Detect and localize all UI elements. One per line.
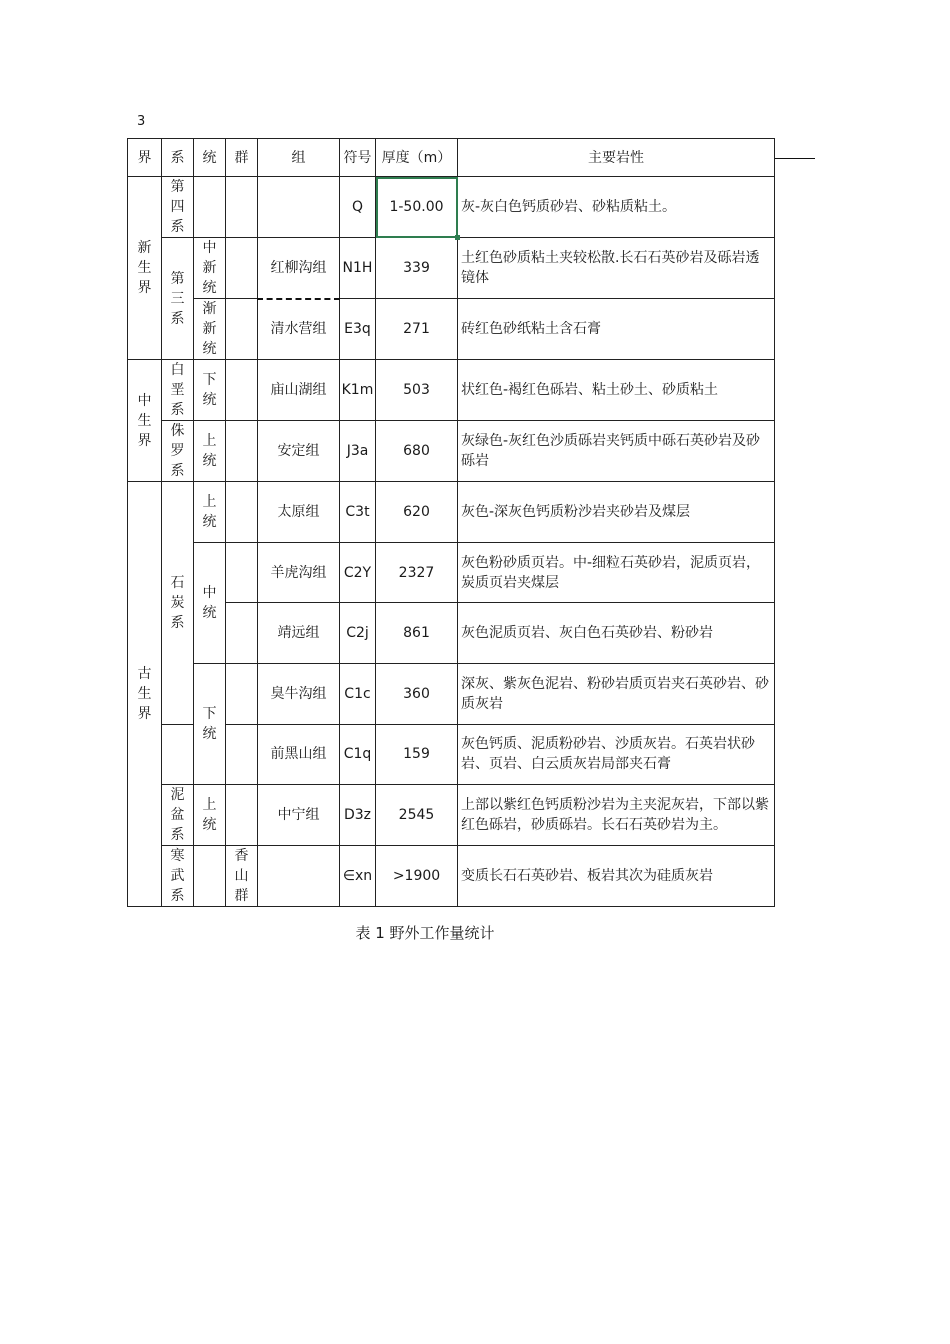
header-xi: 系 — [162, 139, 194, 177]
code-cell: ∈xn — [340, 846, 376, 907]
table-row — [128, 724, 775, 785]
tong-c-shang: 上 统 — [194, 482, 226, 543]
xi-zhuluo: 侏 罗 系 — [162, 421, 194, 482]
qun-cell — [226, 238, 258, 299]
table-caption: 表 1 野外工作量统计 — [355, 924, 495, 942]
xi-disan: 第 三 系 — [162, 238, 194, 360]
zu-cell: 臭牛沟组 — [258, 663, 340, 724]
xi-baie: 白 垩 系 — [162, 360, 194, 421]
table-row — [128, 785, 775, 846]
qun-cell — [226, 177, 258, 238]
header-jie: 界 — [128, 139, 162, 177]
thickness-cell: 159 — [376, 724, 458, 785]
tong-cell — [194, 177, 226, 238]
jie-xinsheng: 新 生 界 — [128, 177, 162, 360]
thickness-cell: 360 — [376, 663, 458, 724]
lithology-cell: 深灰、紫灰色泥岩、粉砂岩质页岩夹石英砂岩、砂质灰岩 — [458, 663, 775, 724]
zu-cell — [258, 846, 340, 907]
header-zu: 组 — [258, 139, 340, 177]
lithology-cell: 状红色-褐红色砾岩、粘土砂土、砂质粘土 — [458, 360, 775, 421]
zu-cell: 中宁组 — [258, 785, 340, 846]
lithology-cell: 变质长石石英砂岩、板岩其次为硅质灰岩 — [458, 846, 775, 907]
header-qun: 群 — [226, 139, 258, 177]
xi-shitan: 石 炭 系 — [162, 482, 194, 724]
header-code: 符号 — [340, 139, 376, 177]
xi-hanwu: 寒 武 系 — [162, 846, 194, 907]
xi-nipen: 泥 盆 系 — [162, 785, 194, 846]
zu-cell: 太原组 — [258, 482, 340, 543]
code-cell: D3z — [340, 785, 376, 846]
table-row — [128, 663, 775, 724]
table-row — [128, 421, 775, 482]
code-cell: Q — [340, 177, 376, 238]
qun-cell — [226, 663, 258, 724]
table-row — [128, 482, 775, 543]
thickness-cell: 620 — [376, 482, 458, 543]
zu-cell: 红柳沟组 — [258, 238, 340, 299]
tong-j-shang: 上 统 — [194, 421, 226, 482]
table-header-row — [128, 139, 775, 177]
code-cell: C1q — [340, 724, 376, 785]
table-row — [128, 603, 775, 664]
thickness-cell: >1900 — [376, 846, 458, 907]
lithology-cell: 灰绿色-灰红色沙质砾岩夹钙质中砾石英砂岩及砂砾岩 — [458, 421, 775, 482]
table-row — [128, 238, 775, 299]
header-tong: 统 — [194, 139, 226, 177]
code-cell: C2j — [340, 603, 376, 664]
qun-cell — [226, 482, 258, 543]
qun-cell — [226, 724, 258, 785]
tong-c-zhong: 中 统 — [194, 542, 226, 663]
qun-cell — [226, 603, 258, 664]
qun-cell — [226, 360, 258, 421]
lithology-cell: 灰色钙质、泥质粉砂岩、沙质灰岩。石英岩状砂岩、页岩、白云质灰岩局部夹石膏 — [458, 724, 775, 785]
zu-cell: 清水营组 — [258, 299, 340, 360]
qun-xiangshan: 香 山 群 — [226, 846, 258, 907]
xi-cell — [162, 724, 194, 785]
lithology-cell: 灰色-深灰色钙质粉沙岩夹砂岩及煤层 — [458, 482, 775, 543]
header-lithology: 主要岩性 — [458, 139, 775, 177]
tong-c-xia: 下 统 — [194, 663, 226, 784]
code-cell: C1c — [340, 663, 376, 724]
jie-gusheng: 古 生 界 — [128, 482, 162, 907]
code-cell: N1H — [340, 238, 376, 299]
code-cell: E3q — [340, 299, 376, 360]
thickness-cell: 2545 — [376, 785, 458, 846]
qun-cell — [226, 299, 258, 360]
table-row — [128, 177, 775, 238]
lithology-cell: 土红色砂质粘土夹较松散.长石石英砂岩及砾岩透镜体 — [458, 238, 775, 299]
qun-cell — [226, 785, 258, 846]
page-number: 3 — [137, 114, 146, 129]
tong-k-xia: 下 统 — [194, 360, 226, 421]
lithology-cell: 灰色粉砂质页岩。中-细粒石英砂岩，泥质页岩，炭质页岩夹煤层 — [458, 542, 775, 603]
thickness-cell: 680 — [376, 421, 458, 482]
qun-cell — [226, 542, 258, 603]
table-row — [128, 360, 775, 421]
qun-cell — [226, 421, 258, 482]
header-thickness: 厚度（m） — [376, 139, 458, 177]
thickness-cell: 271 — [376, 299, 458, 360]
code-cell: J3a — [340, 421, 376, 482]
zu-cell: 羊虎沟组 — [258, 542, 340, 603]
tong-jianxin: 渐 新 统 — [194, 299, 226, 360]
lithology-cell: 砖红色砂纸粘土含石膏 — [458, 299, 775, 360]
thickness-cell: 339 — [376, 238, 458, 299]
zu-cell: 前黑山组 — [258, 724, 340, 785]
thickness-cell: 861 — [376, 603, 458, 664]
code-cell: K1m — [340, 360, 376, 421]
code-cell: C3t — [340, 482, 376, 543]
lithology-cell: 上部以紫红色钙质粉沙岩为主夹泥灰岩，下部以紫红色砾岩，砂质砾岩。长石石英砂岩为主。 — [458, 785, 775, 846]
thickness-cell: 2327 — [376, 542, 458, 603]
lithology-cell: 灰-灰白色钙质砂岩、砂粘质粘土。 — [458, 177, 775, 238]
tong-zhongxin: 中 新 统 — [194, 238, 226, 299]
lithology-cell: 灰色泥质页岩、灰白色石英砂岩、粉砂岩 — [458, 603, 775, 664]
zu-cell — [258, 177, 340, 238]
zu-cell: 庙山湖组 — [258, 360, 340, 421]
margin-rule — [775, 158, 815, 159]
thickness-cell-selected[interactable]: 1-50.00 — [376, 177, 458, 238]
table-row — [128, 299, 775, 360]
tong-cell — [194, 846, 226, 907]
jie-zhongsheng: 中 生 界 — [128, 360, 162, 482]
table-row — [128, 542, 775, 603]
code-cell: C2Y — [340, 542, 376, 603]
xi-disi: 第 四 系 — [162, 177, 194, 238]
zu-cell: 靖远组 — [258, 603, 340, 664]
zu-cell: 安定组 — [258, 421, 340, 482]
table-row — [128, 846, 775, 907]
thickness-cell: 503 — [376, 360, 458, 421]
stratigraphy-table — [127, 138, 775, 907]
tong-d-shang: 上 统 — [194, 785, 226, 846]
